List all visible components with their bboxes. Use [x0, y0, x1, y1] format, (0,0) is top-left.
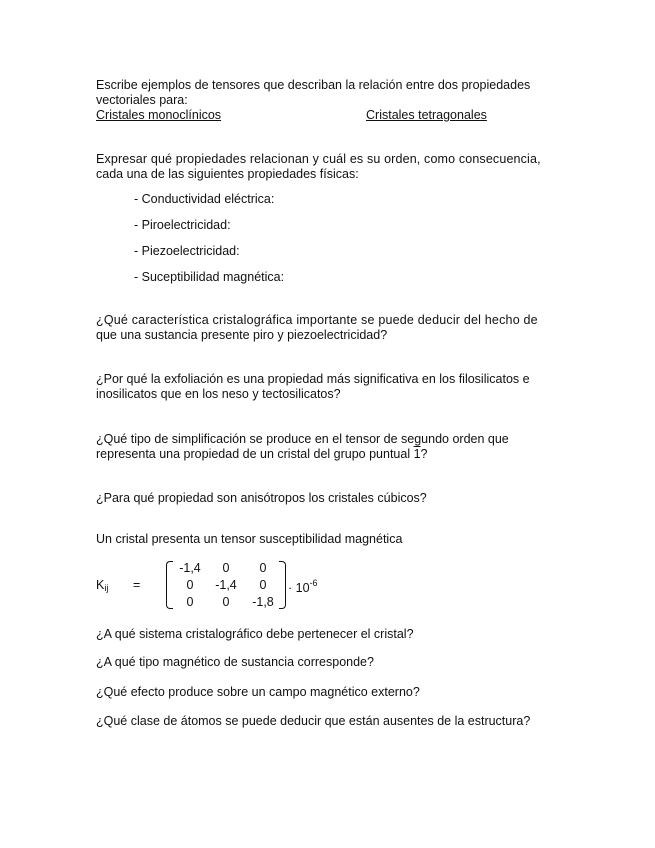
matrix-cell: -1,4 [179, 561, 201, 575]
matrix-cell: -1,4 [215, 578, 237, 592]
q2-item: - Conductividad eléctrica: [134, 192, 275, 206]
q2-line1: Expresar qué propiedades relacionan y cuál es su orden, como consecuencia, [96, 152, 541, 166]
q7-question: ¿Qué efecto produce sobre un campo magnético externo? [96, 685, 420, 699]
point-group: 1 [413, 447, 421, 461]
q7-intro: Un cristal presenta un tensor susceptibilidad magnética [96, 532, 403, 546]
tensor-symbol: $K_{ij}$ [96, 578, 109, 593]
q5-line2: representa una propiedad de un cristal del grupo puntual 1? [96, 447, 428, 461]
matrix-cell: 0 [259, 561, 267, 575]
q3-line1: ¿Qué característica cristalográfica importante se puede deducir del hecho de [96, 313, 538, 327]
matrix-cell: 0 [259, 578, 267, 592]
matrix-cell: 0 [186, 578, 194, 592]
q1-col-right: Cristales tetragonales [366, 108, 487, 122]
q2-item: - Suceptibilidad magnética: [134, 270, 285, 284]
q3-line2: que una sustancia presente piro y piezoelectricidad? [96, 328, 388, 342]
q7-question: ¿A qué tipo magnético de sustancia corresponde? [96, 655, 374, 669]
q6-text: ¿Para qué propiedad son anisótropos los cristales cúbicos? [96, 491, 427, 505]
matrix-cell: 0 [186, 595, 194, 609]
q7-question: ¿Qué clase de átomos se puede deducir que están ausentes de la estructura? [96, 714, 531, 728]
q2-line2: cada una de las siguientes propiedades físicas: [96, 167, 359, 181]
q1-col-left: Cristales monoclínicos [96, 108, 222, 122]
q2-item: - Piroelectricidad: [134, 218, 231, 232]
matrix-factor: · $10^{-6}$ [288, 578, 318, 595]
equals-sign: = [133, 578, 141, 592]
q7-question: ¿A qué sistema cristalográfico debe pertenecer el cristal? [96, 627, 414, 641]
matrix-cell: -1,8 [252, 595, 274, 609]
q1-line1: Escribe ejemplos de tensores que describan la relación entre dos propiedades [96, 78, 531, 92]
matrix-cell: 0 [222, 595, 230, 609]
q5-line1: ¿Qué tipo de simplificación se produce en el tensor de segundo orden que [96, 432, 509, 446]
q1-line2: vectoriales para: [96, 93, 188, 107]
q4-line2: inosilicatos que en los neso y tectosilicatos? [96, 387, 341, 401]
q2-item: - Piezoelectricidad: [134, 244, 240, 258]
q4-line1: ¿Por qué la exfoliación es una propiedad más significativa en los filosilicatos e [96, 372, 530, 386]
matrix-cell: 0 [222, 561, 230, 575]
